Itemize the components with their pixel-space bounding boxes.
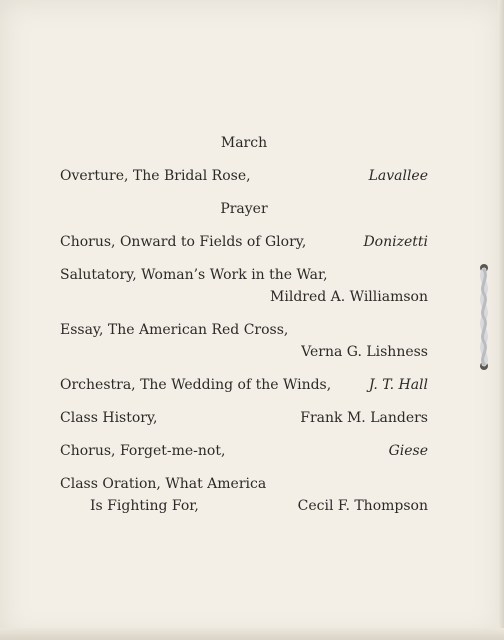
item-title: Orchestra, The Wedding of the Winds, xyxy=(60,377,332,393)
item-composer: Giese xyxy=(388,443,428,459)
item-title: Chorus, Forget-me-not, xyxy=(60,443,226,459)
program-item-class-history xyxy=(60,407,428,429)
page-right-edge xyxy=(498,0,504,640)
item-title: Essay, The American Red Cross, xyxy=(60,322,289,338)
item-composer: Lavallee xyxy=(368,168,428,184)
program-item-class-oration xyxy=(60,473,428,517)
item-title: Overture, The Bridal Rose, xyxy=(60,168,251,184)
item-speaker: Mildred A. Williamson xyxy=(270,289,428,305)
program-item-essay xyxy=(60,319,428,363)
item-speaker: Verna G. Lishness xyxy=(301,344,428,360)
binding-cord-icon xyxy=(476,262,492,372)
page-bottom-edge xyxy=(0,628,504,640)
item-title-line2: Is Fighting For, xyxy=(90,498,199,514)
item-title: Salutatory, Woman’s Work in the War, xyxy=(60,267,328,283)
program-item-overture xyxy=(60,165,428,187)
item-title: Class History, xyxy=(60,410,158,426)
program-item-prayer: Prayer xyxy=(220,201,268,217)
item-composer: J. T. Hall xyxy=(368,377,428,393)
program-item-chorus-glory xyxy=(60,231,428,253)
item-composer: Donizetti xyxy=(363,234,428,250)
item-speaker: Frank M. Landers xyxy=(300,410,428,426)
item-title-line1: Class Oration, What America xyxy=(60,476,267,492)
oration-line2 xyxy=(60,495,428,517)
program-item-orchestra xyxy=(60,374,428,396)
program-item-march: March xyxy=(220,135,268,151)
program-item-salutatory xyxy=(60,264,428,308)
program-item-chorus-forget-me-not xyxy=(60,440,428,462)
program-list xyxy=(60,132,428,528)
item-title: Chorus, Onward to Fields of Glory, xyxy=(60,234,307,250)
item-speaker: Cecil F. Thompson xyxy=(297,498,428,514)
